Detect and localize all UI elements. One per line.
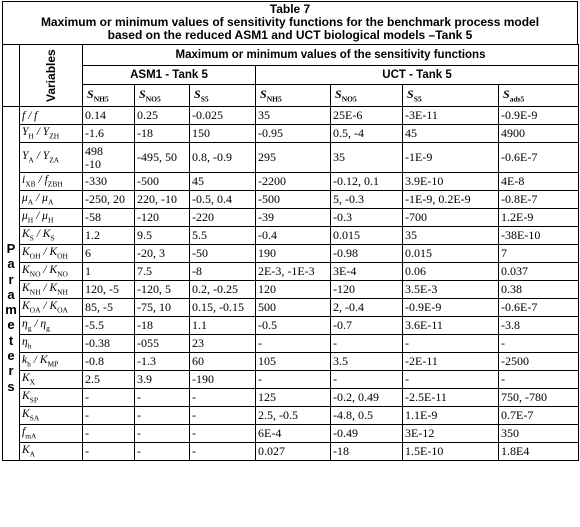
subheader-row: [3, 85, 579, 107]
value-cell: 0.027: [256, 443, 331, 461]
value-cell: -5.5: [83, 317, 135, 335]
value-cell: -: [331, 335, 403, 353]
main-header: Maximum or minimum values of the sensitivity functions: [83, 45, 579, 66]
value-cell: -: [331, 371, 403, 389]
value-cell: 35: [331, 143, 403, 173]
parameter-symbol: f / f: [20, 107, 83, 125]
column-subscript: NO5: [341, 94, 357, 104]
value-cell: 125: [256, 389, 331, 407]
parameter-symbol: $\mu_H / \mu_H$: [20, 209, 83, 227]
side-letter: e: [7, 348, 15, 364]
asm1-header: ASM1 - Tank 5: [83, 66, 256, 85]
value-cell: 7.5: [135, 263, 190, 281]
value-cell: -0.025: [190, 107, 256, 125]
uct-header: UCT - Tank 5: [256, 66, 579, 85]
value-cell: -0.2, 0.49: [331, 389, 403, 407]
table-row: [3, 317, 579, 335]
parameter-symbol: $Y_A / Y_{ZA}$: [20, 143, 83, 173]
value-cell: -: [190, 425, 256, 443]
column-symbol: S: [139, 87, 146, 102]
value-cell: -: [135, 443, 190, 461]
parameter-symbol: $K_{SP}$: [20, 389, 83, 407]
value-cell: -1E-9: [403, 143, 499, 173]
value-cell: -75, 10: [135, 299, 190, 317]
column-subscript: NH5: [93, 94, 109, 104]
value-cell: -0.49: [331, 425, 403, 443]
column-symbol: S: [503, 87, 510, 102]
value-cell: 1.2: [83, 227, 135, 245]
value-cell: -2200: [256, 173, 331, 191]
value-cell: 498 -10: [83, 143, 135, 173]
parameter-symbol: $\eta_g / \eta_g$: [20, 317, 83, 335]
value-cell: -055: [135, 335, 190, 353]
value-cell: -0.6E-7: [499, 143, 579, 173]
value-cell: 1.1E-9: [403, 407, 499, 425]
value-cell: -0.38: [83, 335, 135, 353]
value-cell: -: [83, 425, 135, 443]
value-cell: 0.015: [403, 245, 499, 263]
value-cell: -18: [331, 443, 403, 461]
value-cell: 0.015: [331, 227, 403, 245]
value-cell: 0.25: [135, 107, 190, 125]
column-header-2: [190, 85, 256, 107]
value-cell: 0.14: [83, 107, 135, 125]
value-cell: -2500: [499, 353, 579, 371]
value-cell: -330: [83, 173, 135, 191]
value-cell: -: [135, 389, 190, 407]
value-cell: 105: [256, 353, 331, 371]
value-cell: 2, -0.4: [331, 299, 403, 317]
value-cell: -4.8, 0.5: [331, 407, 403, 425]
value-cell: -0.8E-7: [499, 191, 579, 209]
column-header-4: [331, 85, 403, 107]
value-cell: -39: [256, 209, 331, 227]
value-cell: 350: [499, 425, 579, 443]
value-cell: -2E-11: [403, 353, 499, 371]
value-cell: 5, -0.3: [331, 191, 403, 209]
value-cell: 5.5: [190, 227, 256, 245]
value-cell: 6: [83, 245, 135, 263]
value-cell: 3.6E-11: [403, 317, 499, 335]
value-cell: 4E-8: [499, 173, 579, 191]
value-cell: -0.95: [256, 125, 331, 143]
table-row: [3, 425, 579, 443]
value-cell: -495, 50: [135, 143, 190, 173]
value-cell: -: [135, 407, 190, 425]
corner-blank: [3, 45, 20, 107]
value-cell: 150: [190, 125, 256, 143]
value-cell: -: [135, 425, 190, 443]
value-cell: -: [403, 335, 499, 353]
value-cell: -500: [135, 173, 190, 191]
parameter-symbol: $K_{SA}$: [20, 407, 83, 425]
value-cell: -: [256, 335, 331, 353]
value-cell: -50: [190, 245, 256, 263]
column-symbol: S: [260, 87, 267, 102]
table-row: [3, 335, 579, 353]
caption-line-3: based on the reduced ASM1 and UCT biological models –Tank 5: [107, 28, 473, 42]
parameter-symbol: $K_A$: [20, 443, 83, 461]
value-cell: 0.8, -0.9: [190, 143, 256, 173]
side-letter: e: [7, 317, 15, 333]
value-cell: -0.5: [256, 317, 331, 335]
table-row: [3, 143, 579, 173]
value-cell: -0.7: [331, 317, 403, 335]
value-cell: 3.9E-10: [403, 173, 499, 191]
value-cell: 1.8E4: [499, 443, 579, 461]
parameter-symbol: $K_{NH} / K_{NH}$: [20, 281, 83, 299]
parameter-symbol: $K_X$: [20, 371, 83, 389]
caption-line-1: Table 7: [269, 2, 311, 16]
table-row: [3, 407, 579, 425]
caption-line-2: Maximum or minimum values of sensitivity functions for the benchmark process model: [40, 15, 540, 29]
value-cell: -0.4: [256, 227, 331, 245]
side-letter: r: [8, 363, 14, 379]
value-cell: 35: [403, 227, 499, 245]
value-cell: 1.5E-10: [403, 443, 499, 461]
value-cell: 3E-4: [331, 263, 403, 281]
value-cell: -250, 20: [83, 191, 135, 209]
value-cell: -18: [135, 317, 190, 335]
side-letter: P: [6, 241, 16, 256]
value-cell: 23: [190, 335, 256, 353]
parameter-symbol: $f_{mA}$: [20, 425, 83, 443]
value-cell: 0.2, -0.25: [190, 281, 256, 299]
parameters-side-label: [3, 107, 20, 461]
parameter-symbol: $k_h / K_{MP}$: [20, 353, 83, 371]
column-symbol: S: [335, 87, 342, 102]
value-cell: -0.9E-9: [403, 299, 499, 317]
parameter-symbol: $Y_H / Y_{ZH}$: [20, 125, 83, 143]
value-cell: -190: [190, 371, 256, 389]
variables-header-cell: [20, 45, 83, 107]
value-cell: 9.5: [135, 227, 190, 245]
value-cell: -: [403, 371, 499, 389]
table-row: [3, 371, 579, 389]
value-cell: -18: [135, 125, 190, 143]
value-cell: -38E-10: [499, 227, 579, 245]
table-container: [2, 1, 578, 461]
column-symbol: S: [407, 87, 414, 102]
value-cell: 190: [256, 245, 331, 263]
value-cell: 0.037: [499, 263, 579, 281]
value-cell: -1.3: [135, 353, 190, 371]
value-cell: 1: [83, 263, 135, 281]
value-cell: -: [190, 407, 256, 425]
value-cell: -220: [190, 209, 256, 227]
value-cell: -: [256, 371, 331, 389]
column-header-3: [256, 85, 331, 107]
value-cell: 750, -780: [499, 389, 579, 407]
column-subscript: ads5: [509, 94, 525, 104]
side-letter: r: [8, 271, 14, 287]
table-row: [3, 107, 579, 125]
column-symbol: S: [87, 87, 94, 102]
side-letter: a: [7, 286, 15, 302]
value-cell: -: [499, 335, 579, 353]
value-cell: 45: [190, 173, 256, 191]
value-cell: 0.5, -4: [331, 125, 403, 143]
value-cell: 295: [256, 143, 331, 173]
value-cell: -0.12, 0.1: [331, 173, 403, 191]
value-cell: -3E-11: [403, 107, 499, 125]
value-cell: 3E-12: [403, 425, 499, 443]
value-cell: 3.9: [135, 371, 190, 389]
parameter-symbol: $i_{XB} / f_{ZBH}$: [20, 173, 83, 191]
side-letter: m: [5, 302, 17, 318]
value-cell: 35: [256, 107, 331, 125]
value-cell: 2E-3, -1E-3: [256, 263, 331, 281]
parameter-symbol: $K_S / K_S$: [20, 227, 83, 245]
table-row: [3, 125, 579, 143]
value-cell: -1.6: [83, 125, 135, 143]
value-cell: 0.06: [403, 263, 499, 281]
table-row: [3, 281, 579, 299]
column-header-1: [135, 85, 190, 107]
parameter-symbol: $K_{OH} / K_{OH}$: [20, 245, 83, 263]
value-cell: 2.5: [83, 371, 135, 389]
parameter-symbol: $\mu_A / \mu_A$: [20, 191, 83, 209]
value-cell: -: [83, 389, 135, 407]
value-cell: -: [83, 443, 135, 461]
column-symbol: S: [194, 87, 201, 102]
table-row: [3, 227, 579, 245]
value-cell: -0.98: [331, 245, 403, 263]
value-cell: -: [499, 371, 579, 389]
side-letter: s: [7, 378, 15, 394]
value-cell: -500: [256, 191, 331, 209]
value-cell: -700: [403, 209, 499, 227]
value-cell: 45: [403, 125, 499, 143]
column-subscript: NH5: [266, 94, 282, 104]
table-row: [3, 173, 579, 191]
table-row: [3, 245, 579, 263]
value-cell: -: [190, 443, 256, 461]
value-cell: 120: [256, 281, 331, 299]
value-cell: 3.5E-3: [403, 281, 499, 299]
value-cell: 4900: [499, 125, 579, 143]
column-subscript: NO5: [145, 94, 161, 104]
value-cell: -120, 5: [135, 281, 190, 299]
column-header-5: [403, 85, 499, 107]
value-cell: -0.9E-9: [499, 107, 579, 125]
column-subscript: S5: [413, 94, 422, 104]
value-cell: -3.8: [499, 317, 579, 335]
value-cell: -2.5E-11: [403, 389, 499, 407]
parameter-symbol: $K_{OA} / K_{OA}$: [20, 299, 83, 317]
column-header-6: [499, 85, 579, 107]
value-cell: 0.15, -0.15: [190, 299, 256, 317]
value-cell: -120: [135, 209, 190, 227]
table-row: [3, 389, 579, 407]
table-row: [3, 209, 579, 227]
value-cell: 0.7E-7: [499, 407, 579, 425]
value-cell: -0.5, 0.4: [190, 191, 256, 209]
value-cell: -1E-9, 0.2E-9: [403, 191, 499, 209]
table-caption: [2, 1, 578, 44]
value-cell: -0.8: [83, 353, 135, 371]
value-cell: -8: [190, 263, 256, 281]
table-row: [3, 299, 579, 317]
value-cell: -0.6E-7: [499, 299, 579, 317]
table-row: [3, 443, 579, 461]
value-cell: 7: [499, 245, 579, 263]
value-cell: 120, -5: [83, 281, 135, 299]
value-cell: -20, 3: [135, 245, 190, 263]
value-cell: 25E-6: [331, 107, 403, 125]
value-cell: 85, -5: [83, 299, 135, 317]
value-cell: 1.1: [190, 317, 256, 335]
table-row: [3, 263, 579, 281]
value-cell: 220, -10: [135, 191, 190, 209]
side-letter: t: [8, 332, 14, 348]
column-header-0: [83, 85, 135, 107]
value-cell: -: [83, 407, 135, 425]
value-cell: 500: [256, 299, 331, 317]
value-cell: 3.5: [331, 353, 403, 371]
table-row: [3, 191, 579, 209]
table-row: [3, 353, 579, 371]
variables-header: Variables: [44, 49, 58, 102]
value-cell: 60: [190, 353, 256, 371]
value-cell: -58: [83, 209, 135, 227]
sensitivity-table: [2, 44, 579, 461]
parameter-symbol: $K_{NO} / K_{NO}$: [20, 263, 83, 281]
value-cell: 2.5, -0.5: [256, 407, 331, 425]
value-cell: 0.38: [499, 281, 579, 299]
value-cell: 1.2E-9: [499, 209, 579, 227]
table-body: [3, 107, 579, 461]
value-cell: -: [190, 389, 256, 407]
value-cell: -120: [331, 281, 403, 299]
parameter-symbol: $\eta_h$: [20, 335, 83, 353]
side-letter: a: [7, 256, 15, 272]
value-cell: 6E-4: [256, 425, 331, 443]
column-subscript: S5: [200, 94, 209, 104]
value-cell: -0.3: [331, 209, 403, 227]
